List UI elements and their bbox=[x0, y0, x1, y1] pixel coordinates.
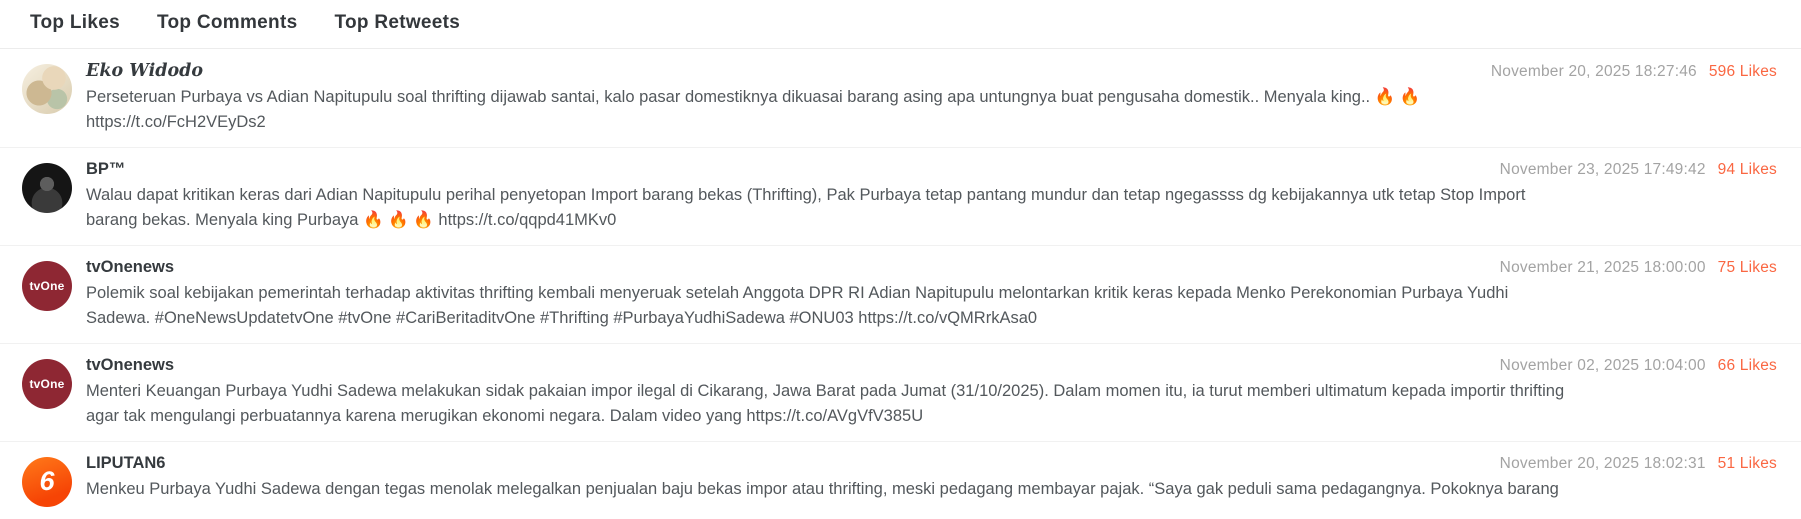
post-timestamp: November 21, 2025 18:00:00 bbox=[1499, 259, 1706, 276]
post-row-1 bbox=[0, 49, 1801, 148]
post-header bbox=[86, 258, 1777, 277]
post-body bbox=[86, 61, 1777, 135]
post-timestamp: November 20, 2025 18:02:31 bbox=[1499, 455, 1706, 472]
tab-top-comments[interactable]: Top Comments bbox=[156, 12, 298, 33]
post-header bbox=[86, 61, 1777, 81]
post-author[interactable]: LIPUTAN6 bbox=[86, 454, 166, 472]
post-body bbox=[86, 160, 1777, 233]
post-meta bbox=[1480, 455, 1777, 473]
post-meta bbox=[1480, 259, 1777, 277]
avatar-bp bbox=[22, 163, 72, 213]
tvone-logo-text: tvOne bbox=[29, 279, 65, 293]
post-header bbox=[86, 356, 1777, 375]
post-body bbox=[86, 258, 1777, 331]
avatar-tvone-logo bbox=[22, 359, 72, 409]
tvone-logo-text: tvOne bbox=[29, 377, 65, 391]
post-likes-count: 596 Likes bbox=[1708, 63, 1777, 80]
post-likes-count: 66 Likes bbox=[1717, 357, 1777, 374]
post-likes-count: 75 Likes bbox=[1717, 259, 1777, 276]
post-body bbox=[86, 356, 1777, 429]
post-text: Menteri Keuangan Purbaya Yudhi Sadewa melakukan sidak pakaian impor ilegal di Cikarang, Jawa Barat pada Jumat (31/10/2025). Dalam momen itu, ia turut memberi ultimatum kepada importir thrifting agar tak mengulangi perbuatannya karena merugikan ekonomi negara. Dalam video yang https://t.co/AVgVfV385U bbox=[86, 382, 1565, 425]
post-header bbox=[86, 160, 1777, 179]
post-timestamp: November 02, 2025 10:04:00 bbox=[1499, 357, 1706, 374]
post-row-5 bbox=[0, 442, 1801, 519]
post-text: Polemik soal kebijakan pemerintah terhadap aktivitas thrifting kembali menyeruak setelah Anggota DPR RI Adian Napitupulu melontarkan kritik keras kepada Menko Perekonomian Purbaya Yudhi Sadewa. #OneNewsUpdatetvOne #tvOne #CariBeritaditvOne #Thrifting #PurbayaYudhiSadewa #ONU03 https://t.co/vQMRrkAsa0 bbox=[86, 284, 1509, 327]
post-meta bbox=[1480, 357, 1777, 375]
post-meta bbox=[1480, 161, 1777, 179]
top-posts-list bbox=[0, 49, 1801, 519]
post-row-2 bbox=[0, 148, 1801, 246]
post-body bbox=[86, 454, 1777, 502]
post-meta bbox=[1471, 63, 1777, 81]
post-author[interactable]: Eko Widodo bbox=[86, 61, 204, 81]
post-timestamp: November 23, 2025 17:49:42 bbox=[1499, 161, 1706, 178]
post-text: Perseteruan Purbaya vs Adian Napitupulu soal thrifting dijawab santai, kalo pasar domestiknya dikuasai barang asing apa untungnya buat pengusaha domestik.. Menyala king.. 🔥 🔥 https://t.co/FcH2VEyDs2 bbox=[86, 88, 1421, 131]
post-row-4 bbox=[0, 344, 1801, 442]
post-author[interactable]: tvOnenews bbox=[86, 258, 175, 276]
post-text: Menkeu Purbaya Yudhi Sadewa dengan tegas menolak melegalkan penjualan baju bekas impor atau thrifting, meski pedagang membayar pajak. “Saya gak peduli sama pedagangnya. Pokoknya barang bbox=[86, 480, 1559, 498]
post-header bbox=[86, 454, 1777, 473]
feed-tabs bbox=[0, 0, 1801, 49]
tab-top-likes[interactable]: Top Likes bbox=[30, 12, 120, 33]
post-timestamp: November 20, 2025 18:27:46 bbox=[1490, 63, 1697, 80]
post-row-3 bbox=[0, 246, 1801, 344]
post-text: Walau dapat kritikan keras dari Adian Napitupulu perihal penyetopan Import barang bekas (Thrifting), Pak Purbaya tetap pantang mundur dan tetap ngegassss dg kebijakannya utk tetap Stop Import barang bekas. Menyala king Purbaya 🔥 🔥 🔥 https://t.co/qqpd41MKv0 bbox=[86, 186, 1526, 229]
avatar-eko-widodo bbox=[22, 64, 72, 114]
post-author[interactable]: tvOnenews bbox=[86, 356, 175, 374]
avatar-tvone-logo bbox=[22, 261, 72, 311]
post-likes-count: 51 Likes bbox=[1717, 455, 1777, 472]
tab-top-retweets[interactable]: Top Retweets bbox=[334, 12, 461, 33]
post-likes-count: 94 Likes bbox=[1717, 161, 1777, 178]
post-author[interactable]: BP™ bbox=[86, 160, 126, 178]
liputan6-logo-text: 6 bbox=[39, 465, 55, 496]
